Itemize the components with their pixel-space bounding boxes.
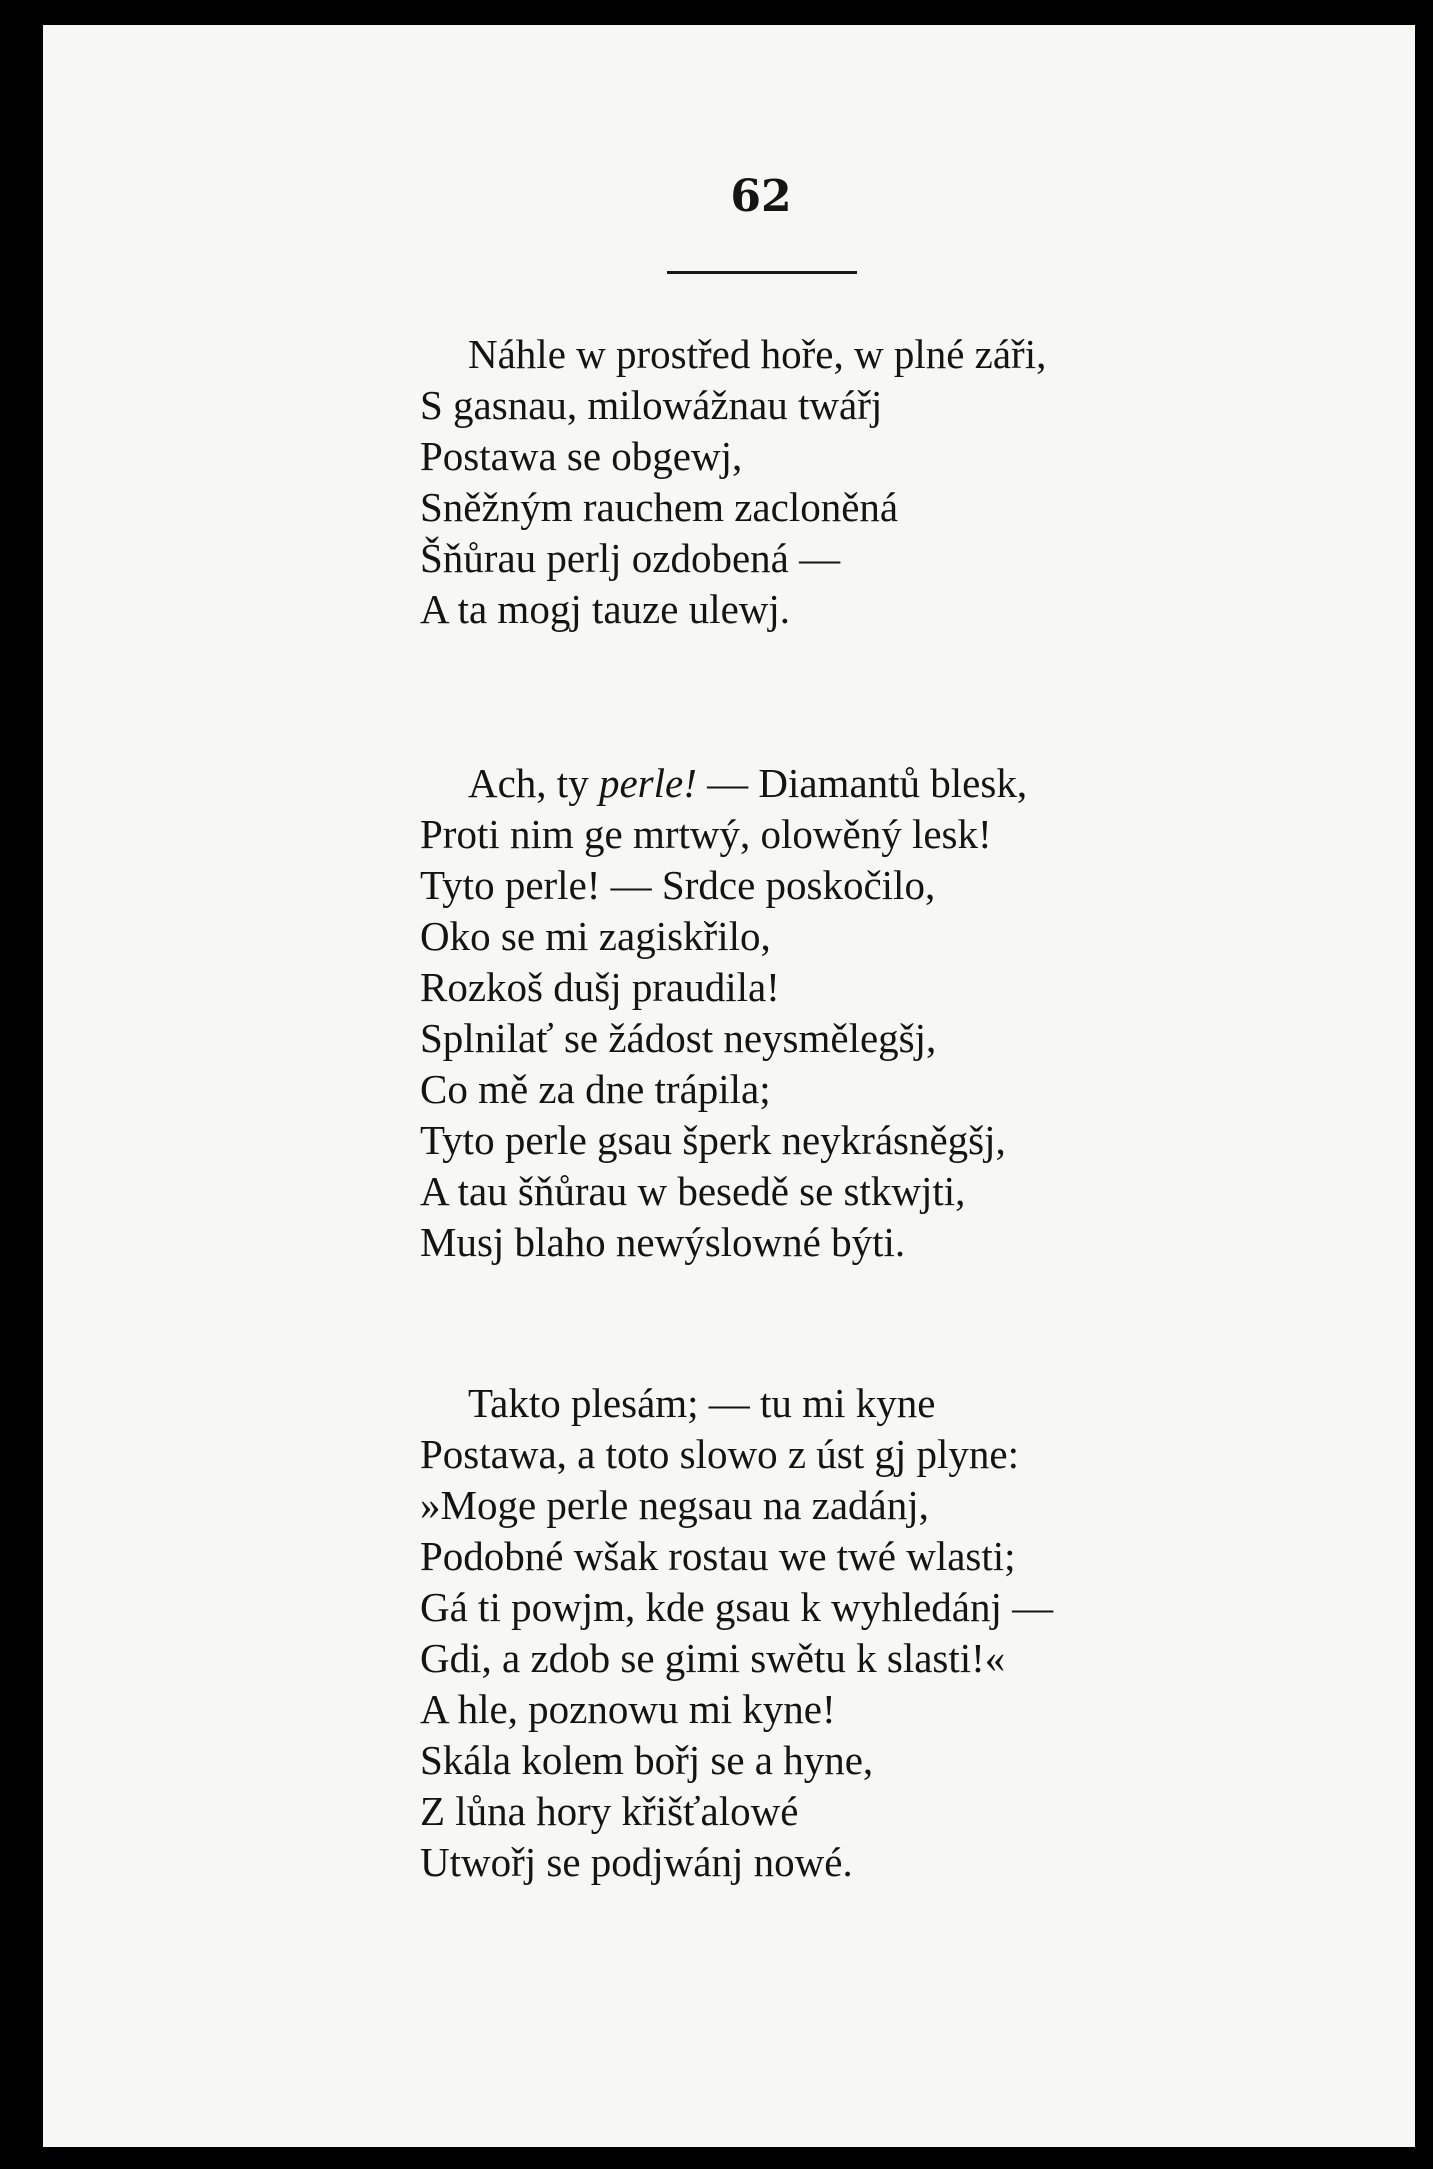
verse-text: Ach, ty <box>468 760 599 806</box>
verse-line: S gasnau, milowážnau twářj <box>420 382 883 428</box>
verse-line: Proti nim ge mrtwý, olowěný lesk! <box>420 811 992 857</box>
verse-line: Postawa se obgewj, <box>420 433 743 479</box>
verse-line: Splnilať se žádost neysmělegšj, <box>420 1015 937 1061</box>
verse-line: A tau šňůrau w besedě se stkwjti, <box>420 1168 966 1214</box>
verse-line: Skála kolem bořj se a hyne, <box>420 1737 874 1783</box>
stanza-2 <box>420 758 1220 1268</box>
book-page <box>43 25 1415 2147</box>
verse-line: Utwořj se podjwánj nowé. <box>420 1839 853 1885</box>
page-number-rule <box>667 271 857 274</box>
verse-line: Takto plesám; — tu mi kyne <box>468 1380 936 1426</box>
verse-line: Gdi, a zdob se gimi swětu k slasti!« <box>420 1635 1006 1681</box>
verse-line: Podobné wšak rostau we twé wlasti; <box>420 1533 1016 1579</box>
verse-line: Rozkoš dušj praudila! <box>420 964 780 1010</box>
stanza-1 <box>420 329 1220 635</box>
emphasized-word: perle! <box>598 760 697 806</box>
page-number: 62 <box>730 171 792 222</box>
stanza-3 <box>420 1378 1220 1888</box>
verse-line: Z lůna hory křišťalowé <box>420 1788 799 1834</box>
verse-line: Sněžným rauchem zacloněná <box>420 484 899 530</box>
verse-line: Gá ti powjm, kde gsau k wyhledánj — <box>420 1584 1054 1630</box>
verse-line: Tyto perle gsau šperk neykrásněgšj, <box>420 1117 1006 1163</box>
verse-line: »Moge perle negsau na zadánj, <box>420 1482 929 1528</box>
verse-line-with-emphasis <box>420 758 1220 809</box>
verse-line: A hle, poznowu mi kyne! <box>420 1686 836 1732</box>
verse-line: Náhle w prostřed hoře, w plné záři, <box>468 331 1047 377</box>
verse-line: Musj blaho newýslowné býti. <box>420 1219 906 1265</box>
verse-text: — Diamantů blesk, <box>696 760 1028 806</box>
verse-line: Tyto perle! — Srdce poskočilo, <box>420 862 936 908</box>
verse-line: Šňůrau perlj ozdobená — <box>420 535 841 581</box>
verse-line: Oko se mi zagiskřilo, <box>420 913 771 959</box>
verse-line: Postawa, a toto slowo z úst gj plyne: <box>420 1431 1020 1477</box>
verse-line: Co mě za dne trápila; <box>420 1066 771 1112</box>
verse-line: A ta mogj tauze ulewj. <box>420 586 791 632</box>
